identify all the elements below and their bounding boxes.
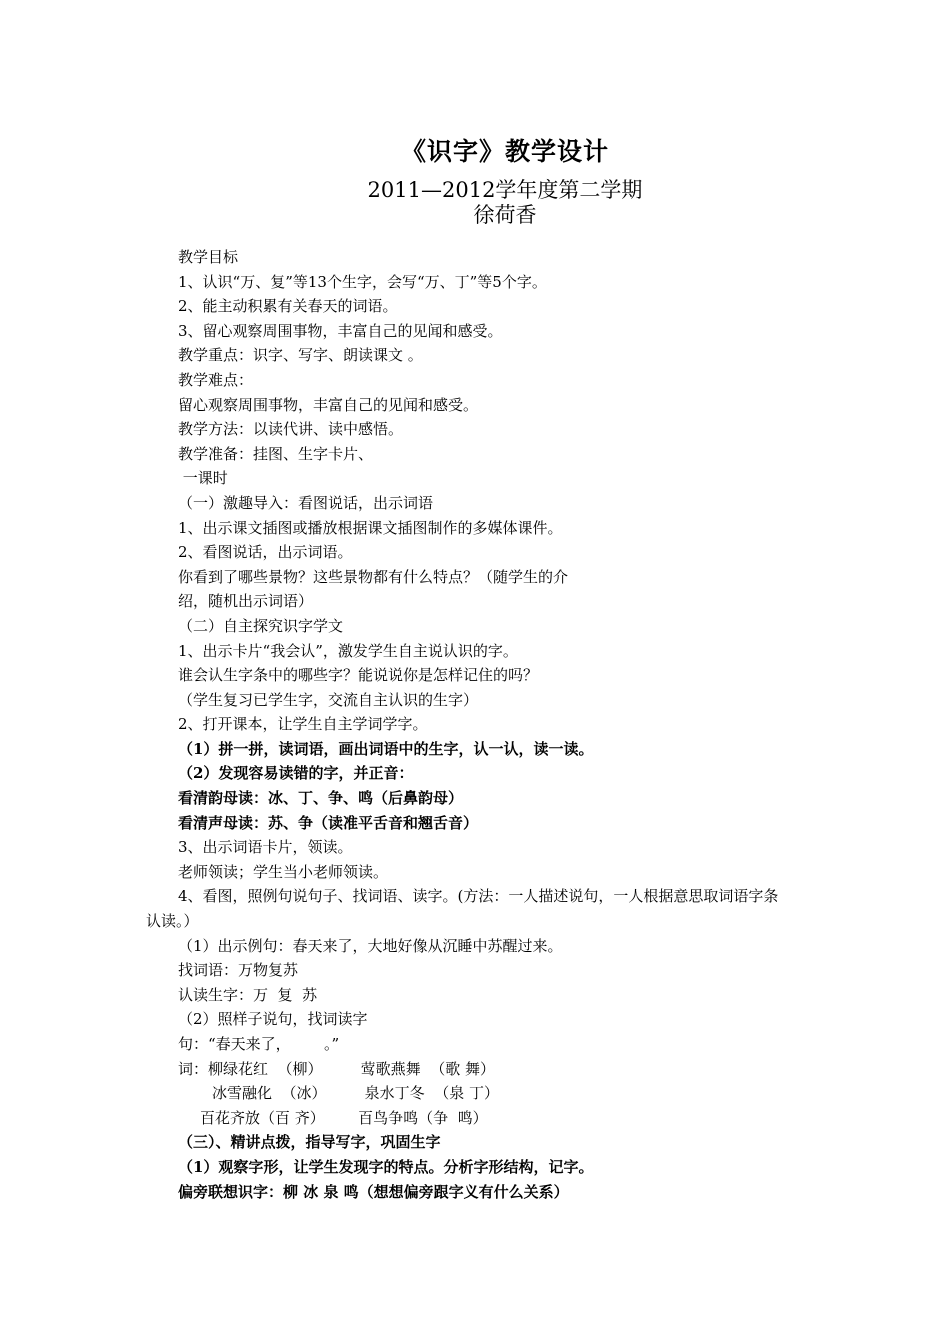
text-line: （一）激趣导入：看图说话，出示词语 [178, 493, 434, 512]
text-line: （二）自主探究识字学文 [178, 616, 344, 635]
text-line: 你看到了哪些景物？这些景物都有什么特点？（随学生的介 [178, 567, 569, 586]
text-line: 句：“春天来了， 。” [178, 1035, 340, 1053]
text-line-bold: （1）观察字形，让学生发现字的特点。分析字形结构，记字。 [178, 1157, 594, 1176]
text-line-bold: 看清声母读：苏、争（读准平舌音和翘舌音） [178, 813, 479, 832]
text-line: 4、看图，照例句说句子、找词语、读字。(方法：一人描述说句，一人根据意思取词语字条 [178, 887, 779, 906]
text-line: （学生复习已学生字，交流自主认识的生字） [178, 690, 479, 709]
text-line-bold: （三）、精讲点拨，指导写字，巩固生字 [178, 1133, 441, 1152]
text-line: 2、打开课本，让学生自主学词学字。 [178, 715, 428, 734]
text-line-bold: （1）拼一拼，读词语，画出词语中的生字，认一认，读一读。 [178, 739, 594, 758]
school-term: 2011—2012学年度第二学期 [367, 178, 643, 202]
text-line: 1、出示卡片“我会认”，激发学生自主说认识的字。 [178, 641, 518, 660]
text-line: 教学准备：挂图、生字卡片、 [178, 444, 374, 463]
text-line: 教学重点：识字、写字、朗读课文 。 [178, 346, 423, 365]
text-line: 老师领读；学生当小老师领读。 [178, 862, 389, 881]
text-line-bold: （2）发现容易读错的字，并正音： [178, 764, 414, 783]
text-line: 认读生字：万 复 苏 [178, 985, 318, 1004]
text-line: 3、出示词语卡片，领读。 [178, 838, 353, 857]
text-line: 留心观察周围事物，丰富自己的见闻和感受。 [178, 395, 479, 414]
text-line: 一课时 [178, 469, 228, 488]
document-body [146, 245, 818, 1204]
text-line: 词：柳绿花红 （柳） 莺歌燕舞 （歌 舞） [178, 1059, 495, 1078]
text-line: 教学方法：以读代讲、读中感悟。 [178, 420, 404, 439]
text-line: 百花齐放（百 齐） 百鸟争鸣（争 鸣） [200, 1108, 488, 1127]
text-line-bold: 看清韵母读：冰、丁、争、鸣（后鼻韵母） [178, 789, 464, 808]
text-line: 3、留心观察周围事物，丰富自己的见闻和感受。 [178, 321, 503, 340]
text-line: 认读。） [146, 912, 199, 931]
text-line: （1）出示例句：春天来了，大地好像从沉睡中苏醒过来。 [178, 936, 563, 955]
text-line: 教学难点： [178, 370, 254, 389]
document-title: 《识字》教学设计 [400, 137, 609, 166]
text-line: 谁会认生字条中的哪些字？能说说你是怎样记住的吗？ [178, 666, 539, 685]
text-line: 教学目标 [178, 248, 239, 266]
text-line: 找词语：万物复苏 [178, 961, 299, 980]
text-line: 2、能主动积累有关春天的词语。 [178, 297, 398, 316]
text-line: 2、看图说话，出示词语。 [178, 543, 353, 562]
text-line: 冰雪融化 （冰） 泉水丁冬 （泉 丁） [212, 1084, 499, 1103]
author-name: 徐荷香 [473, 203, 537, 227]
text-line: 1、认识“万、复”等13个生字，会写“万、丁”等5个字。 [178, 272, 547, 291]
text-line: （2）照样子说句，找词读字 [178, 1010, 368, 1029]
text-line: 1、出示课文插图或播放根据课文插图制作的多媒体课件。 [178, 518, 563, 537]
text-line: 绍，随机出示词语） [178, 592, 314, 611]
text-line-bold: 偏旁联想识字：柳 冰 泉 鸣（想想偏旁跟字义有什么关系） [178, 1182, 569, 1201]
